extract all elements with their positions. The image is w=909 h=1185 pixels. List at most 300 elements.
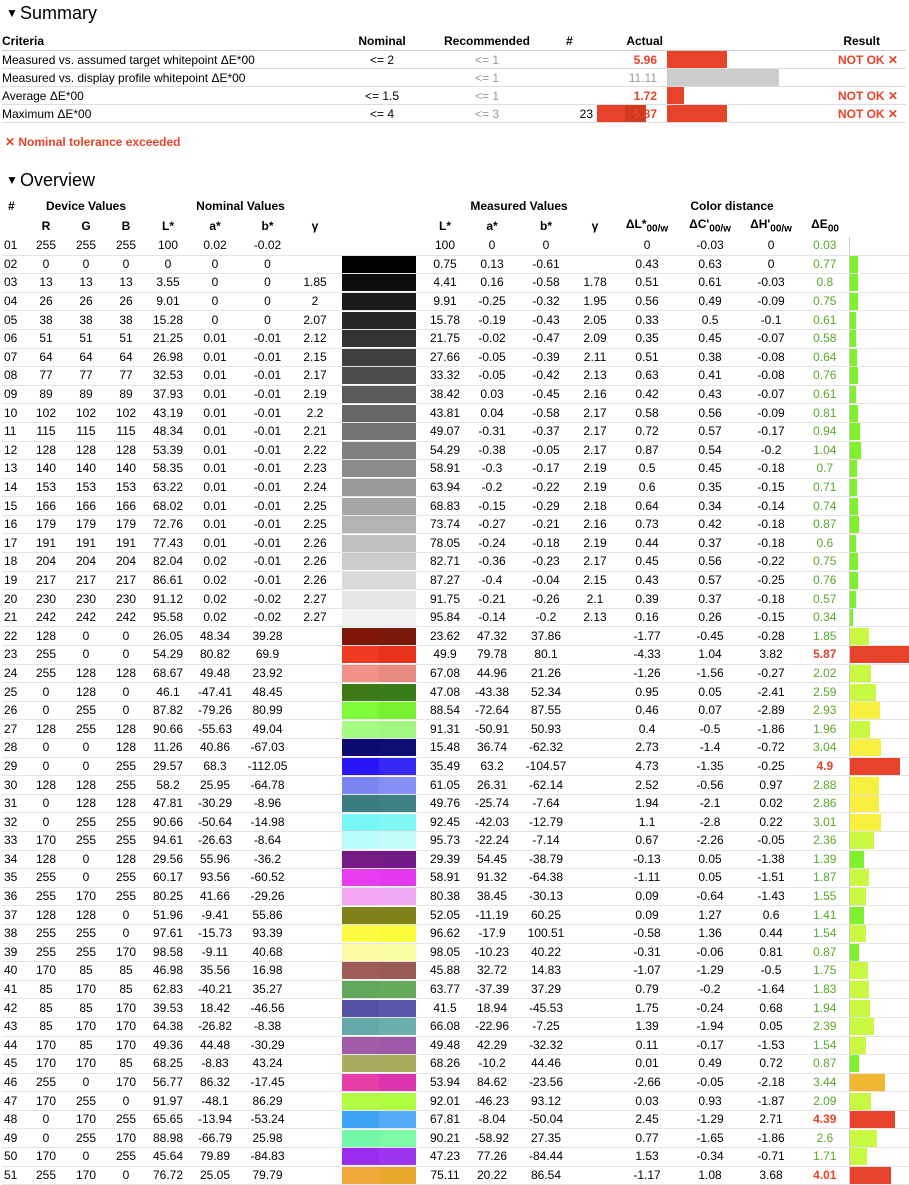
delta-e-bar-fill — [850, 702, 880, 719]
table-row — [2, 701, 909, 720]
measured-a: -10.23 — [467, 943, 517, 962]
measured-b: -0.47 — [517, 329, 575, 348]
measured-b: 52.34 — [517, 683, 575, 702]
delta-c: 0.35 — [679, 478, 741, 497]
nominal-l: 68.67 — [146, 664, 190, 683]
delta-h: -0.18 — [741, 515, 801, 534]
color-swatch — [335, 1017, 423, 1036]
nominal-a: 0.01 — [190, 460, 240, 479]
table-row — [2, 534, 909, 553]
table-row — [2, 571, 909, 590]
swatch-pair — [342, 702, 416, 719]
device-b: 85 — [106, 980, 146, 999]
delta-e-bar-fill — [850, 962, 868, 979]
nominal-l: 46.1 — [146, 683, 190, 702]
measured-b: -0.45 — [517, 385, 575, 404]
col-measured-gamma: γ — [591, 218, 599, 233]
overview-title: Overview — [20, 170, 96, 190]
swatch-measured — [379, 312, 416, 329]
device-r: 255 — [26, 646, 66, 665]
nominal-l: 53.39 — [146, 441, 190, 460]
row-number: 29 — [2, 757, 26, 776]
device-g: 0 — [66, 850, 106, 869]
summary-result: NOT OK ✕ — [779, 87, 906, 105]
delta-e-bar — [849, 1055, 909, 1074]
measured-a: -0.14 — [467, 608, 517, 627]
swatch-measured — [379, 498, 416, 515]
color-swatch — [335, 1110, 423, 1129]
measured-a: 0.13 — [467, 255, 517, 274]
col-measured-b: b* — [540, 218, 553, 233]
measured-a: -37.39 — [467, 980, 517, 999]
row-number: 48 — [2, 1110, 26, 1129]
delta-e-bar-fill — [850, 405, 858, 422]
measured-l: 49.9 — [423, 646, 467, 665]
nominal-b: 43.24 — [240, 1055, 295, 1074]
nominal-a: -9.11 — [190, 943, 240, 962]
delta-e-bar-fill — [850, 1130, 877, 1147]
delta-l: -1.26 — [615, 664, 679, 683]
measured-gamma: 1.78 — [575, 274, 615, 293]
swatch-pair — [342, 1018, 416, 1035]
table-row — [2, 1166, 909, 1185]
color-swatch — [335, 348, 423, 367]
nominal-b: -0.02 — [240, 237, 295, 255]
summary-actual: 5.96 — [597, 51, 667, 69]
swatch-measured — [379, 256, 416, 273]
swatch-pair — [342, 293, 416, 310]
summary-section-toggle[interactable] — [6, 2, 97, 24]
color-swatch — [335, 608, 423, 627]
row-number: 40 — [2, 962, 26, 981]
nominal-a: -40.21 — [190, 980, 240, 999]
delta-h: -0.18 — [741, 460, 801, 479]
device-g: 242 — [66, 608, 106, 627]
device-g: 0 — [66, 627, 106, 646]
delta-l: 1.94 — [615, 794, 679, 813]
delta-e-bar — [849, 608, 909, 627]
device-b: 170 — [106, 1017, 146, 1036]
table-row — [2, 1055, 909, 1074]
table-row — [2, 924, 909, 943]
nominal-b: 55.86 — [240, 906, 295, 925]
delta-c: 1.27 — [679, 906, 741, 925]
table-row — [2, 757, 909, 776]
measured-l: 47.08 — [423, 683, 467, 702]
device-b: 128 — [106, 441, 146, 460]
swatch-nominal — [342, 684, 379, 701]
delta-e-bar-fill — [850, 553, 858, 570]
measured-gamma: 1.95 — [575, 292, 615, 311]
row-number: 24 — [2, 664, 26, 683]
table-row — [2, 237, 909, 255]
measured-gamma: 2.19 — [575, 460, 615, 479]
measured-gamma: 2.11 — [575, 348, 615, 367]
delta-e-bar — [849, 813, 909, 832]
device-g: 170 — [66, 1055, 106, 1074]
delta-e-bar — [849, 460, 909, 479]
delta-l: 0.01 — [615, 1055, 679, 1074]
col-nominal-b: b* — [261, 218, 274, 233]
delta-l: 4.73 — [615, 757, 679, 776]
delta-e-bar-fill — [850, 516, 859, 533]
delta-h: -0.22 — [741, 553, 801, 572]
measured-b: -30.13 — [517, 887, 575, 906]
delta-l: 0.72 — [615, 422, 679, 441]
delta-c: -1.35 — [679, 757, 741, 776]
nominal-gamma — [295, 237, 335, 255]
delta-e: 2.39 — [801, 1017, 849, 1036]
summary-header-criteria: Criteria — [2, 32, 332, 51]
delta-e-bar — [849, 534, 909, 553]
measured-gamma: 2.19 — [575, 534, 615, 553]
measured-l: 47.23 — [423, 1148, 467, 1167]
measured-b: 93.12 — [517, 1092, 575, 1111]
swatch-nominal — [342, 1018, 379, 1035]
measured-b: 50.93 — [517, 720, 575, 739]
measured-l: 43.81 — [423, 404, 467, 423]
swatch-measured — [379, 367, 416, 384]
measured-l: 9.91 — [423, 292, 467, 311]
measured-b: -0.32 — [517, 292, 575, 311]
delta-c: 0.26 — [679, 608, 741, 627]
nominal-l: 68.02 — [146, 497, 190, 516]
row-number: 46 — [2, 1073, 26, 1092]
delta-l: -1.17 — [615, 1166, 679, 1185]
nominal-a: -30.29 — [190, 794, 240, 813]
delta-e-bar-fill — [850, 609, 853, 626]
nominal-gamma — [295, 850, 335, 869]
delta-c: 1.36 — [679, 924, 741, 943]
nominal-b: -112.05 — [240, 757, 295, 776]
row-number: 17 — [2, 534, 26, 553]
summary-header-count: # — [542, 32, 597, 51]
swatch-pair — [342, 628, 416, 645]
nominal-gamma — [295, 757, 335, 776]
delta-h: -0.72 — [741, 739, 801, 758]
delta-e-bar-fill — [850, 1074, 885, 1091]
nominal-l: 54.29 — [146, 646, 190, 665]
delta-c: 0.37 — [679, 534, 741, 553]
delta-c: -0.24 — [679, 999, 741, 1018]
measured-a: 91.32 — [467, 869, 517, 888]
nominal-a: 0.02 — [190, 608, 240, 627]
color-swatch — [335, 255, 423, 274]
swatch-nominal — [342, 312, 379, 329]
device-b: 153 — [106, 478, 146, 497]
row-number: 47 — [2, 1092, 26, 1111]
delta-e: 1.04 — [801, 441, 849, 460]
row-number: 10 — [2, 404, 26, 423]
device-b: 0 — [106, 701, 146, 720]
delta-h: -0.71 — [741, 1148, 801, 1167]
delta-e: 0.61 — [801, 311, 849, 330]
delta-c: -1.29 — [679, 962, 741, 981]
row-number: 18 — [2, 553, 26, 572]
measured-a: -0.21 — [467, 590, 517, 609]
device-r: 0 — [26, 813, 66, 832]
swatch-pair — [342, 609, 416, 626]
measured-l: 29.39 — [423, 850, 467, 869]
nominal-l: 15.28 — [146, 311, 190, 330]
table-row — [2, 1129, 909, 1148]
device-b: 0 — [106, 1092, 146, 1111]
nominal-l: 49.36 — [146, 1036, 190, 1055]
delta-h: -0.09 — [741, 404, 801, 423]
measured-gamma: 2.16 — [575, 385, 615, 404]
swatch-measured — [379, 888, 416, 905]
measured-a: -22.96 — [467, 1017, 517, 1036]
overview-group-device: Device Values — [45, 199, 127, 214]
measured-l: 90.21 — [423, 1129, 467, 1148]
color-swatch — [335, 515, 423, 534]
measured-l: 88.54 — [423, 701, 467, 720]
swatch-nominal — [342, 293, 379, 310]
device-g: 0 — [66, 757, 106, 776]
swatch-pair — [342, 1074, 416, 1091]
table-row — [2, 999, 909, 1018]
delta-h: -0.28 — [741, 627, 801, 646]
nominal-l: 63.22 — [146, 478, 190, 497]
nominal-a: 93.56 — [190, 869, 240, 888]
device-r: 242 — [26, 608, 66, 627]
delta-e: 3.01 — [801, 813, 849, 832]
device-b: 191 — [106, 534, 146, 553]
nominal-b: -0.01 — [240, 460, 295, 479]
swatch-measured — [379, 349, 416, 366]
nominal-l: 80.25 — [146, 887, 190, 906]
delta-l: 0.56 — [615, 292, 679, 311]
swatch-nominal — [342, 498, 379, 515]
row-number: 02 — [2, 255, 26, 274]
delta-l: 0.46 — [615, 701, 679, 720]
measured-gamma — [575, 1129, 615, 1148]
delta-c: -2.1 — [679, 794, 741, 813]
swatch-nominal — [342, 628, 379, 645]
nominal-b: -0.01 — [240, 553, 295, 572]
swatch-measured — [379, 1055, 416, 1072]
delta-l: 0.51 — [615, 274, 679, 293]
delta-e-bar — [849, 311, 909, 330]
swatch-pair — [342, 777, 416, 794]
nominal-b: 23.92 — [240, 664, 295, 683]
nominal-a: -50.64 — [190, 813, 240, 832]
delta-h: -2.41 — [741, 683, 801, 702]
nominal-a: -48.1 — [190, 1092, 240, 1111]
delta-e: 1.54 — [801, 924, 849, 943]
device-r: 191 — [26, 534, 66, 553]
swatch-pair — [342, 237, 416, 254]
delta-e-bar-fill — [850, 665, 871, 682]
delta-l: 0.42 — [615, 385, 679, 404]
row-number: 06 — [2, 329, 26, 348]
delta-e: 0.87 — [801, 943, 849, 962]
table-row — [2, 980, 909, 999]
summary-actual-bar — [667, 87, 779, 105]
row-number: 35 — [2, 869, 26, 888]
swatch-nominal — [342, 330, 379, 347]
delta-e: 0.61 — [801, 385, 849, 404]
nominal-b: 0 — [240, 255, 295, 274]
delta-e: 2.36 — [801, 831, 849, 850]
delta-c: 0.61 — [679, 274, 741, 293]
swatch-nominal — [342, 405, 379, 422]
overview-section-toggle[interactable] — [6, 169, 95, 191]
device-r: 38 — [26, 311, 66, 330]
measured-l: 63.77 — [423, 980, 467, 999]
measured-l: 61.05 — [423, 776, 467, 795]
nominal-l: 9.01 — [146, 292, 190, 311]
summary-header-nominal: Nominal — [332, 32, 432, 51]
device-r: 85 — [26, 999, 66, 1018]
nominal-gamma — [295, 1110, 335, 1129]
delta-e-bar-fill — [850, 330, 856, 347]
delta-e: 2.02 — [801, 664, 849, 683]
row-number: 38 — [2, 924, 26, 943]
nominal-l: 21.25 — [146, 329, 190, 348]
measured-l: 45.88 — [423, 962, 467, 981]
measured-a: -8.04 — [467, 1110, 517, 1129]
nominal-b: -29.26 — [240, 887, 295, 906]
delta-e-bar-fill — [850, 888, 866, 905]
delta-e-bar-fill — [850, 832, 874, 849]
delta-e: 0.74 — [801, 497, 849, 516]
delta-e-bar — [849, 441, 909, 460]
measured-l: 100 — [423, 237, 467, 255]
measured-gamma — [575, 1166, 615, 1185]
delta-e-bar — [849, 831, 909, 850]
delta-l: 1.1 — [615, 813, 679, 832]
delta-e-bar-fill — [850, 1000, 870, 1017]
measured-a: -0.05 — [467, 367, 517, 386]
measured-a: -10.2 — [467, 1055, 517, 1074]
nominal-gamma: 2.25 — [295, 515, 335, 534]
device-g: 230 — [66, 590, 106, 609]
summary-actual: 1.72 — [597, 87, 667, 105]
device-r: 128 — [26, 720, 66, 739]
delta-l: 0.43 — [615, 255, 679, 274]
delta-h: -0.07 — [741, 329, 801, 348]
delta-h: -1.51 — [741, 869, 801, 888]
swatch-pair — [342, 907, 416, 924]
table-row — [2, 627, 909, 646]
device-g: 38 — [66, 311, 106, 330]
device-r: 170 — [26, 831, 66, 850]
delta-e: 0.57 — [801, 590, 849, 609]
nominal-gamma — [295, 1129, 335, 1148]
swatch-nominal — [342, 795, 379, 812]
nominal-gamma: 2.2 — [295, 404, 335, 423]
measured-l: 58.91 — [423, 869, 467, 888]
delta-c: -1.4 — [679, 739, 741, 758]
delta-e: 2.93 — [801, 701, 849, 720]
swatch-measured — [379, 609, 416, 626]
nominal-b: -0.01 — [240, 385, 295, 404]
delta-l: -1.07 — [615, 962, 679, 981]
device-b: 89 — [106, 385, 146, 404]
delta-e-bar — [849, 571, 909, 590]
row-number: 14 — [2, 478, 26, 497]
measured-b: 44.46 — [517, 1055, 575, 1074]
swatch-pair — [342, 684, 416, 701]
delta-e-bar-fill — [850, 1018, 874, 1035]
measured-l: 68.26 — [423, 1055, 467, 1074]
delta-h: -0.18 — [741, 590, 801, 609]
delta-e-bar — [849, 906, 909, 925]
table-row — [2, 906, 909, 925]
nominal-a: 86.32 — [190, 1073, 240, 1092]
delta-e-bar — [849, 757, 909, 776]
nominal-l: 95.58 — [146, 608, 190, 627]
nominal-b: -0.02 — [240, 608, 295, 627]
device-r: 0 — [26, 757, 66, 776]
delta-h: 0.97 — [741, 776, 801, 795]
measured-b: -12.79 — [517, 813, 575, 832]
color-swatch — [335, 329, 423, 348]
nominal-a: 35.56 — [190, 962, 240, 981]
swatch-pair — [342, 925, 416, 942]
delta-e-bar — [849, 348, 909, 367]
swatch-nominal — [342, 1093, 379, 1110]
delta-c: 0.42 — [679, 515, 741, 534]
device-g: 170 — [66, 1166, 106, 1185]
device-b: 0 — [106, 924, 146, 943]
device-r: 13 — [26, 274, 66, 293]
row-number: 19 — [2, 571, 26, 590]
summary-result: NOT OK ✕ — [779, 105, 906, 123]
measured-l: 66.08 — [423, 1017, 467, 1036]
delta-e: 3.44 — [801, 1073, 849, 1092]
delta-l: 0.43 — [615, 571, 679, 590]
nominal-gamma: 2.19 — [295, 385, 335, 404]
nominal-b: 0 — [240, 311, 295, 330]
measured-gamma: 2.05 — [575, 311, 615, 330]
measured-a: -0.38 — [467, 441, 517, 460]
delta-e-bar-fill — [850, 293, 858, 310]
nominal-a: 0 — [190, 255, 240, 274]
summary-header-result: Result — [779, 32, 906, 51]
measured-a: -0.36 — [467, 553, 517, 572]
summary-row — [2, 105, 906, 123]
measured-a: 0.16 — [467, 274, 517, 293]
measured-b: 80.1 — [517, 646, 575, 665]
summary-nominal — [332, 69, 432, 87]
nominal-b: 0 — [240, 274, 295, 293]
delta-h: 2.71 — [741, 1110, 801, 1129]
swatch-measured — [379, 721, 416, 738]
swatch-nominal — [342, 367, 379, 384]
delta-l: -2.66 — [615, 1073, 679, 1092]
nominal-b: -36.2 — [240, 850, 295, 869]
device-g: 89 — [66, 385, 106, 404]
device-r: 0 — [26, 739, 66, 758]
measured-b: -45.53 — [517, 999, 575, 1018]
nominal-b: -53.24 — [240, 1110, 295, 1129]
nominal-b: 16.98 — [240, 962, 295, 981]
measured-gamma — [575, 869, 615, 888]
measured-gamma — [575, 887, 615, 906]
table-row — [2, 404, 909, 423]
measured-a: 26.31 — [467, 776, 517, 795]
delta-l: 0.95 — [615, 683, 679, 702]
measured-l: 87.27 — [423, 571, 467, 590]
row-number: 01 — [2, 237, 26, 255]
delta-e-bar — [849, 739, 909, 758]
color-swatch — [335, 311, 423, 330]
nominal-gamma: 2.26 — [295, 553, 335, 572]
delta-e: 2.88 — [801, 776, 849, 795]
measured-gamma — [575, 664, 615, 683]
